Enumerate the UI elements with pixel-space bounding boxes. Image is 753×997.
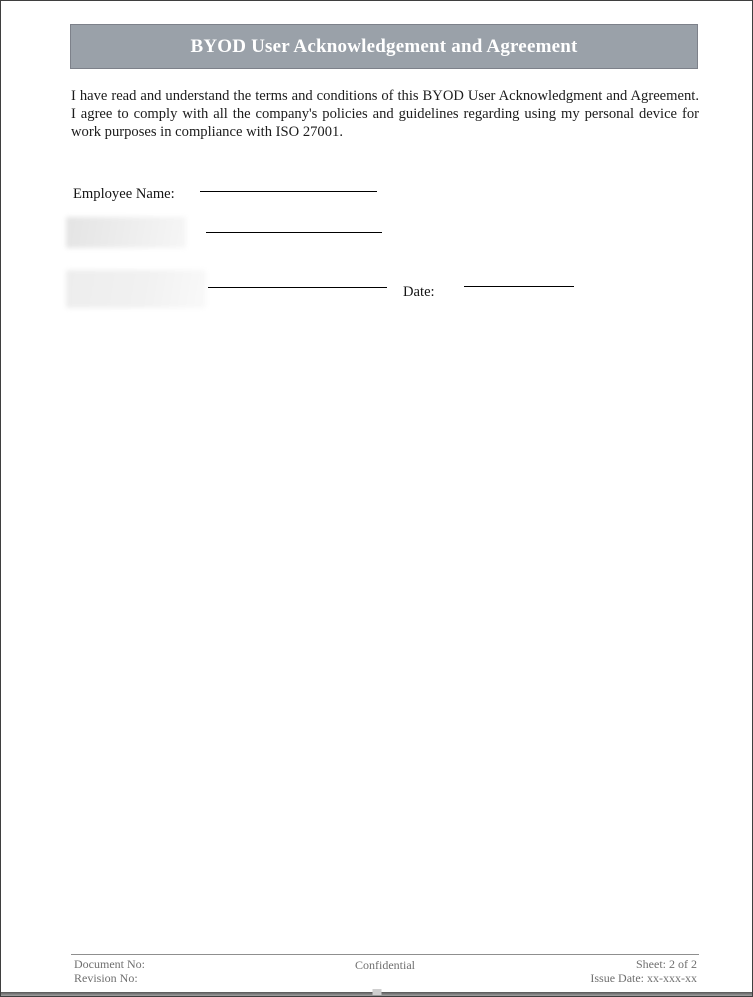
employee-name-label: Employee Name: <box>73 186 175 202</box>
sheet-number-label: Sheet: 2 of 2 <box>636 957 697 971</box>
acknowledgement-paragraph: I have read and understand the terms and conditions of this BYOD User Acknowledgment and Agreement. I agree to comply with all the company's policies and guidelines regarding using my personal device for work purposes in compliance with ISO 27001. <box>71 88 699 140</box>
date-line <box>464 286 574 287</box>
redacted-label-signature <box>66 217 186 248</box>
redacted-label-manager-signature <box>66 270 206 308</box>
window-resize-notch <box>372 989 381 995</box>
issue-date-label: Issue Date: xx-xxx-xx <box>590 971 697 985</box>
footer-divider <box>71 954 699 955</box>
second-signature-line <box>208 287 387 288</box>
signature-line <box>206 232 382 233</box>
footer-right-block <box>590 957 697 985</box>
revision-no-label: Revision No: <box>74 971 138 985</box>
title-banner <box>70 24 698 69</box>
confidential-label: Confidential <box>355 958 415 972</box>
date-label: Date: <box>403 284 435 300</box>
document-no-label: Document No: <box>74 957 145 971</box>
employee-name-line <box>200 191 377 192</box>
page-title: BYOD User Acknowledgement and Agreement <box>190 35 578 57</box>
